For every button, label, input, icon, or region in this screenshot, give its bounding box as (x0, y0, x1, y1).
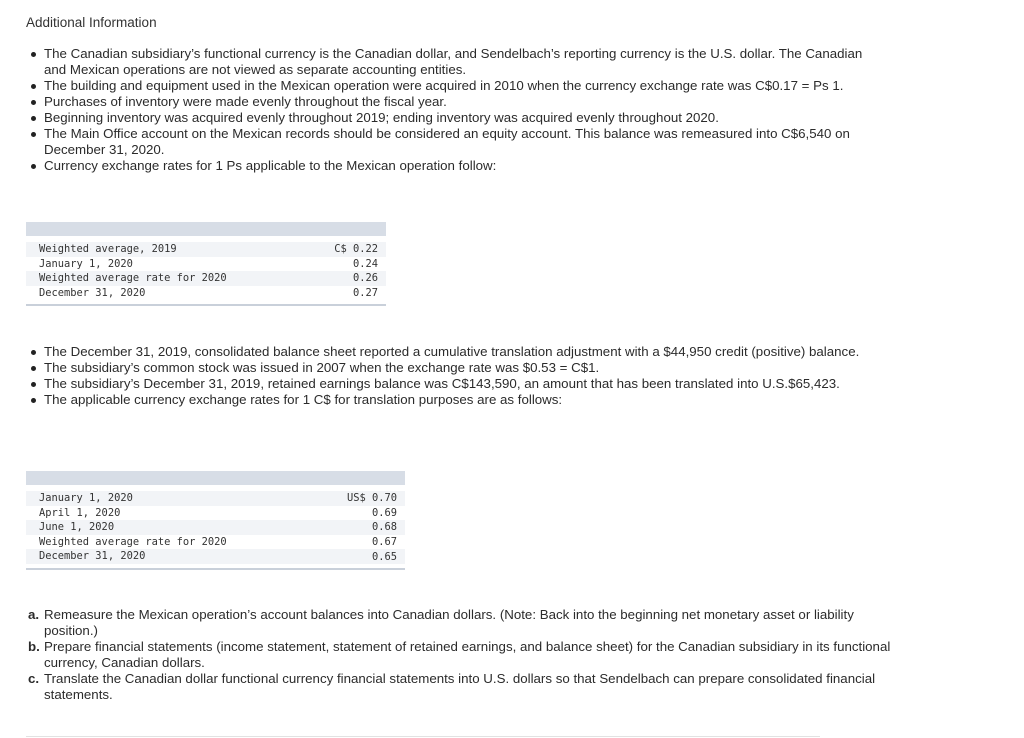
info-bullet: The applicable currency exchange rates for 1 C$ for translation purposes are as follows: (0, 392, 880, 408)
task-text: Remeasure the Mexican operation’s account balances into Canadian dollars. (Note: Back into the beginning net monetary asset or liability position.) (44, 607, 854, 638)
rate-value: C$ 0.22 (312, 242, 386, 257)
table-row (26, 520, 405, 535)
task-text: Prepare financial statements (income statement, statement of retained earnings, and balance sheet) for the Canadian subsidiary in its functional currency, Canadian dollars. (44, 639, 891, 670)
rate-date-label: January 1, 2020 (26, 257, 312, 272)
task-marker: b. (28, 639, 40, 654)
cad-exchange-rate-table (26, 471, 405, 570)
rate-date-label: June 1, 2020 (26, 520, 320, 535)
info-bullet: Purchases of inventory were made evenly throughout the fiscal year. (0, 94, 880, 110)
info-bullet: The Canadian subsidiary’s functional currency is the Canadian dollar, and Sendelbach’s reporting currency is the U.S. dollar. The Canadian and Mexican operations are not viewed as separate accounting entities. (0, 46, 880, 78)
info-bullet: The Main Office account on the Mexican records should be considered an equity account. This balance was remeasured into C$6,540 on December 31, 2020. (0, 126, 880, 158)
peso-exchange-rate-table (26, 222, 386, 306)
task-item (0, 639, 900, 671)
translation-info-list (0, 344, 880, 408)
rate-value: US$ 0.70 (320, 491, 405, 506)
table-row (26, 506, 405, 521)
rate-date-label: April 1, 2020 (26, 506, 320, 521)
rate-value: 0.67 (320, 535, 405, 550)
info-bullet: Currency exchange rates for 1 Ps applicable to the Mexican operation follow: (0, 158, 880, 174)
rate-date-label: Weighted average rate for 2020 (26, 271, 312, 286)
rate-value: 0.69 (320, 506, 405, 521)
rate-date-label: Weighted average, 2019 (26, 242, 312, 257)
table-row (26, 535, 405, 550)
task-list (0, 607, 900, 703)
table-row (26, 491, 405, 506)
rate-date-label: December 31, 2020 (26, 286, 312, 301)
task-item (0, 671, 900, 703)
rate-date-label: Weighted average rate for 2020 (26, 535, 320, 550)
rate-value: 0.68 (320, 520, 405, 535)
info-bullet: The December 31, 2019, consolidated balance sheet reported a cumulative translation adjustment with a $44,950 credit (positive) balance. (0, 344, 880, 360)
rate-value: 0.65 (320, 549, 405, 564)
rate-value: 0.27 (312, 286, 386, 301)
table-row (26, 286, 386, 301)
task-marker: c. (28, 671, 40, 686)
divider (26, 736, 820, 737)
task-marker: a. (28, 607, 40, 622)
table-row (26, 242, 386, 257)
info-bullet: The subsidiary’s December 31, 2019, retained earnings balance was C$143,590, an amount that has been translated into U.S.$65,423. (0, 376, 880, 392)
section-heading: Additional Information (26, 15, 157, 30)
rate-value: 0.26 (312, 271, 386, 286)
additional-info-list (0, 46, 880, 174)
table-row (26, 257, 386, 272)
task-text: Translate the Canadian dollar functional currency financial statements into U.S. dollars so that Sendelbach can prepare consolidated financial statements. (44, 671, 876, 702)
task-item (0, 607, 900, 639)
rate-value: 0.24 (312, 257, 386, 272)
table-row (26, 549, 405, 564)
rate-date-label: December 31, 2020 (26, 549, 320, 564)
rate-date-label: January 1, 2020 (26, 491, 320, 506)
table-row (26, 271, 386, 286)
info-bullet: The subsidiary’s common stock was issued in 2007 when the exchange rate was $0.53 = C$1. (0, 360, 880, 376)
info-bullet: Beginning inventory was acquired evenly throughout 2019; ending inventory was acquired evenly throughout 2020. (0, 110, 880, 126)
info-bullet: The building and equipment used in the Mexican operation were acquired in 2010 when the currency exchange rate was C$0.17 = Ps 1. (0, 78, 880, 94)
